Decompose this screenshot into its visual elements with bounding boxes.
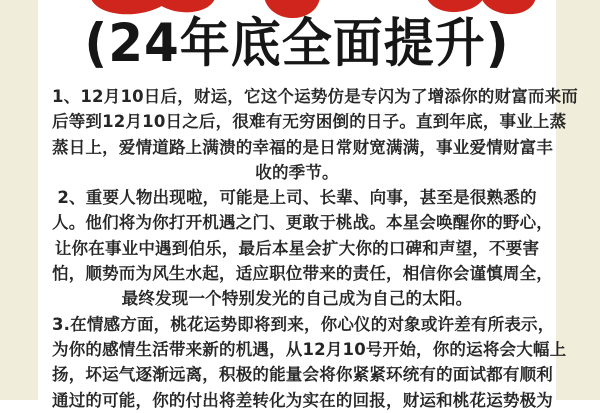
body-line: 为你的感情生活带来新的机遇，从12月10号开始，你的运将会大幅上 <box>52 339 567 359</box>
body-line: 通过的可能，你的付出将差转化为实在的回报，财运和桃花运势极为 <box>52 390 553 410</box>
body-line: 收的季节。 <box>255 162 339 182</box>
content-card <box>38 0 579 410</box>
body-line: 扬，坏运气逐渐远离，积极的能量会将你紧紧环统有的面试都有顺利 <box>52 365 553 385</box>
body-line: 2、重要人物出现啦，可能是上司、长辈、向事，甚至是很熟悉的 <box>57 188 537 208</box>
subtitle: (24年底全面提升) <box>84 12 510 74</box>
body-line: 蒸日上，爱情道路上满溃的幸福的是日常财宽满满，事业爱情财富丰 <box>52 137 553 157</box>
body-line: 后等到12月10日之后，很难有无穷困倒的日子。直到年底，事业上蒸 <box>52 112 567 132</box>
body-text <box>52 84 579 413</box>
body-line: 3.在情感方面，桃花运势即将到来，你心仪的对象或许差有所表示， <box>52 314 555 334</box>
body-line: 人。他们将为你打开机遇之门、更敢于桃战。本星会唤醒你的野心， <box>52 213 553 233</box>
body-line: 怕，顺势而为风生水起，适应职位带来的责任，相信你会谨慎周全， <box>52 264 553 284</box>
body-line: 最终发现一个特别发光的自己成为自己的太阳。 <box>121 289 473 309</box>
body-line: 1、12月10日后，财运，它这个运势仿是专闪为了增添你的财富而来而 <box>52 87 579 106</box>
body-line: 让你在事业中遇到伯乐，最后本星会扩大你的口碑和声望，不要害 <box>54 238 540 258</box>
